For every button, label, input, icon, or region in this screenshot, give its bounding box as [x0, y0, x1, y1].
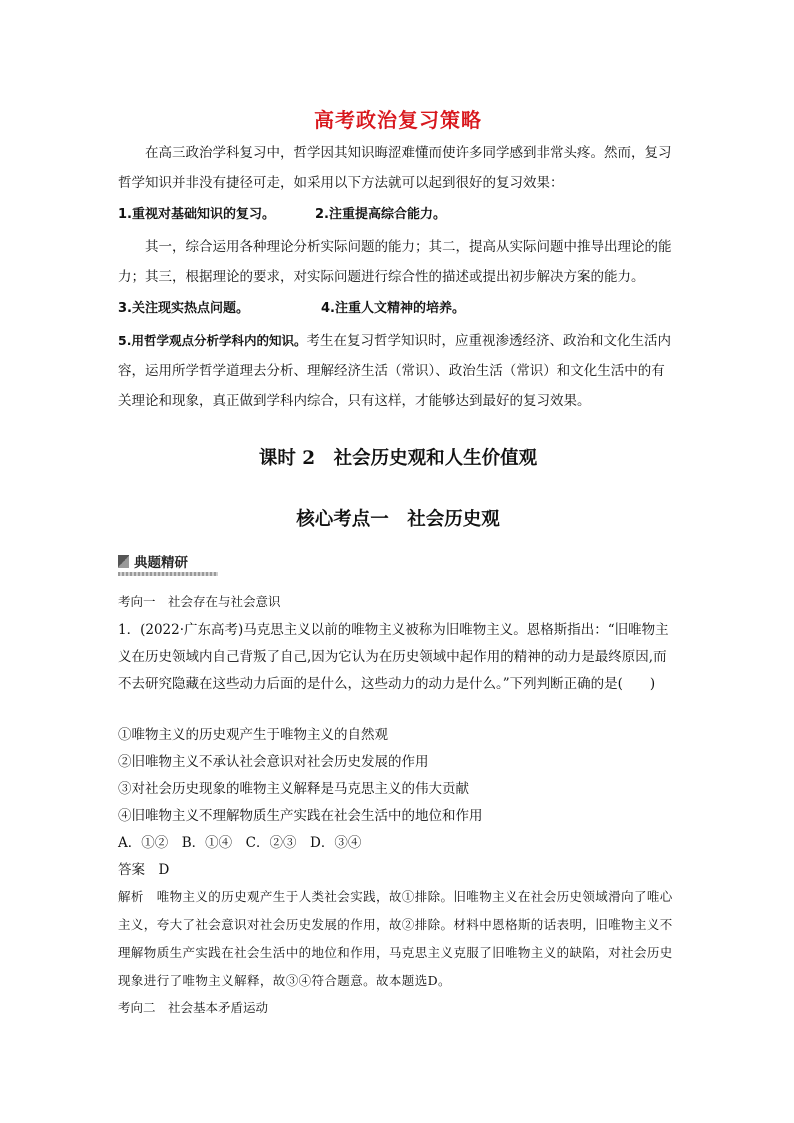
option-3: ③对社会历史现象的唯物主义解释是马克思主义的伟大贡献	[118, 781, 469, 797]
direction-2: 考向二 社会基本矛盾运动	[118, 1000, 269, 1015]
option-2: ②旧唯物主义不承认社会意识对社会历史发展的作用	[118, 754, 429, 770]
tip-3: 3.关注现实热点问题。	[118, 301, 249, 316]
question-text: 1．(2022·广东高考)马克思主义以前的唯物主义被称为旧唯物主义。恩格斯指出：“旧唯物主义在历史领域内自己背叛了自己,因为它认为在历史领域中起作用的精神的动力是最终原因,而不去研究隐藏在这些动力后面的是什么，这些动力的动力是什么。”下列判断正确的是( )	[118, 622, 669, 692]
tip-5-text: 考生在复习哲学知识时，应重视渗透经济、政治和文化生活内容，运用所学哲学道理去分析、理解经济生活（常识）、政治生活（常识）和文化生活中的有关理论和现象，真正做到学科内综合，只有这样，才能够达到最好的复习效果。	[118, 333, 671, 409]
section-underline	[118, 572, 218, 576]
core-title: 核心考点一 社会历史观	[296, 509, 500, 530]
direction-1: 考向一 社会存在与社会意识	[118, 594, 281, 609]
section-header	[118, 550, 188, 572]
page-title: 高考政治复习策略	[314, 108, 482, 132]
tip-1: 1.重视对基础知识的复习。	[118, 207, 275, 222]
answer-choices: A．①② B．①④ C．②③ D．③④	[118, 835, 362, 851]
section-marker-icon	[118, 555, 129, 568]
option-4: ④旧唯物主义不理解物质生产实践在社会生活中的地位和作用	[118, 808, 483, 824]
answer: 答案 D	[118, 862, 170, 878]
tip-5: 5.用哲学观点分析学科内的知识。	[118, 333, 307, 348]
analysis-text: 解析 唯物主义的历史观产生于人类社会实践，故①排除。旧唯物主义在社会历史领域滑向了唯心主义，夸大了社会意识对社会历史发展的作用，故②排除。材料中恩格斯的话表明，旧唯物主义不理解物质生产实践在社会生活中的地位和作用，马克思主义克服了旧唯物主义的缺陷，对社会历史现象进行了唯物主义解释，故③④符合题意。故本题选D。	[118, 889, 673, 988]
lesson-title: 课时 2 社会历史观和人生价值观	[258, 448, 538, 469]
tip-2-text: 其一，综合运用各种理论分析实际问题的能力；其二，提高从实际问题中推导出理论的能力；其三，根据理论的要求，对实际问题进行综合性的描述或提出初步解决方案的能力。	[118, 239, 672, 285]
section-label: 典题精研	[134, 555, 188, 571]
tip-4: 4.注重人文精神的培养。	[320, 301, 465, 316]
tips-row-1	[118, 203, 678, 227]
option-1: ①唯物主义的历史观产生于唯物主义的自然观	[118, 727, 388, 743]
tip-5-paragraph	[118, 326, 678, 416]
tip-2: 2.注重提高综合能力。	[314, 207, 446, 222]
intro-paragraph: 在高三政治学科复习中，哲学因其知识晦涩难懂而使许多同学感到非常头疼。然而，复习哲学知识并非没有捷径可走，如采用以下方法就可以起到很好的复习效果：	[118, 145, 672, 191]
tips-row-2	[118, 297, 678, 321]
